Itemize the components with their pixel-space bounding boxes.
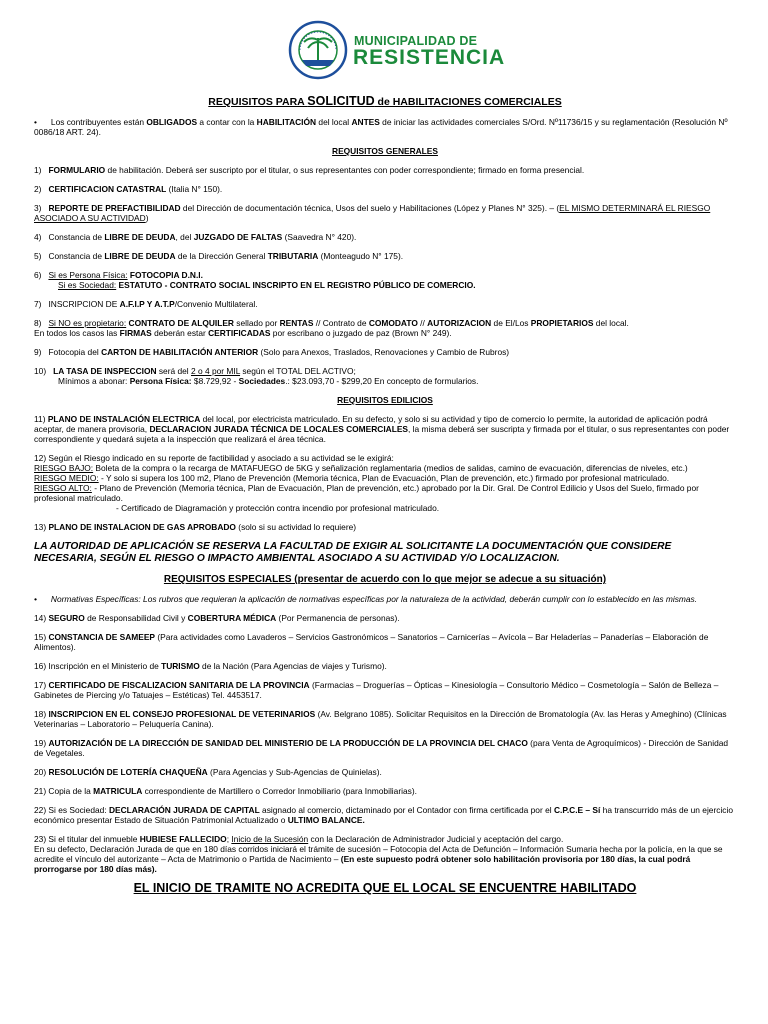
document-body bbox=[34, 96, 736, 893]
title-part-b: SOLICITUD bbox=[307, 94, 375, 108]
requirement-9: 9) Fotocopia del CARTON DE HABILITACIÓN ANTERIOR (Solo para Anexos, Traslados, Renovaciones y Cambio de Rubros) bbox=[34, 347, 510, 357]
municipal-seal-icon bbox=[288, 20, 348, 80]
requirement-4: 4) Constancia de LIBRE DE DEUDA, del JUZGADO DE FALTAS (Saavedra N° 420). bbox=[34, 232, 357, 242]
requirement-17: 17) CERTIFICADO DE FISCALIZACION SANITARIA DE LA PROVINCIA (Farmacias – Droguerías – Ópticas – Kinesiología – Consultorio Médico – Cosmetología – Salón de Belleza – Gabinetes de Piercing y/o Tatuajes – Estéticas) Tel. 4453517. bbox=[34, 680, 719, 700]
intro-bullet: • bbox=[34, 117, 37, 127]
specific-regulations-note: • Normativas Específicas: Los rubros que requieran la aplicación de normativas específicas por la naturaleza de la actividad, deberán cumplir con lo establecido en las mismas. bbox=[34, 594, 698, 604]
requirement-13: 13) PLANO DE INSTALACION DE GAS APROBADO (solo si su actividad lo requiere) bbox=[34, 522, 357, 532]
brand-line-1: MUNICIPALIDAD DE bbox=[354, 34, 478, 48]
municipality-logo bbox=[288, 20, 506, 80]
requirement-3: 3) REPORTE DE PREFACTIBILIDAD del Dirección de documentación técnica, Usos del suelo y Habilitaciones (López y Planes N° 325). – (EL MISMO DETERMINARÁ EL RIESGO ASOCIADO A SU ACTIVIDAD) bbox=[34, 203, 711, 223]
footer-notice: EL INICIO DE TRAMITE NO ACREDITA QUE EL LOCAL SE ENCUENTRE HABILITADO bbox=[133, 881, 637, 895]
requirement-12: 12) Según el Riesgo indicado en su reporte de factibilidad y asociado a su actividad se le exigirá: RIESGO BAJO: Boleta de la compra o la recarga de MATAFUEGO de 5KG y señalización reglamentaria (medios de salidas, camino de evacuación, diferencias de niveles, etc.) RIESGO MEDIO: - Y solo si supera los 100 m2, Plano de Prevención (Memoria técnica, Plan de Evacuación, Plan de prevención, etc.) firmado por profesional matriculado. RIESGO ALTO: - Plano de Prevención (Memoria técnica, Plan de Evacuación, Plan de prevención, etc.) aprobado por la Dir. Gral. De Control Edilicio y Usos del Suelo, firmado por profesional matriculado. - Certificado de Diagramación y protección contra incendio por profesional matriculado. bbox=[34, 453, 699, 513]
requirement-20: 20) RESOLUCIÓN DE LOTERÍA CHAQUEÑA (Para Agencias y Sub-Agencias de Quinielas). bbox=[34, 767, 382, 777]
document-title bbox=[34, 96, 736, 107]
section-edilicios-heading: REQUISITOS EDILICIOS bbox=[337, 395, 433, 405]
requirement-19: 19) AUTORIZACIÓN DE LA DIRECCIÓN DE SANIDAD DEL MINISTERIO DE LA PRODUCCIÓN DE LA PROVINCIA DEL CHACO (para Venta de Agroquímicos) - Dirección de Sanidad de Vegetales. bbox=[34, 738, 729, 758]
requirement-15: 15) CONSTANCIA DE SAMEEP (Para actividades como Lavaderos – Servicios Gastronómicos – Sanatorios – Carnicerías – Avícola – Bar Heladerías – Panaderías – Elaboración de Alimentos). bbox=[34, 632, 709, 652]
section-general-heading: REQUISITOS GENERALES bbox=[332, 146, 438, 156]
requirement-22: 22) Si es Sociedad: DECLARACIÓN JURADA DE CAPITAL asignado al comercio, dictaminado por el Contador con firma certificada por el C.P.C.E – Sí ha transcurrido más de un ejercicio económico presentar Estado de Situación Patrimonial Actualizado o ULTIMO BALANCE. bbox=[34, 805, 734, 825]
requirement-5: 5) Constancia de LIBRE DE DEUDA de la Dirección General TRIBUTARIA (Monteagudo N° 175). bbox=[34, 251, 404, 261]
requirement-2: 2) CERTIFICACION CATASTRAL (Italia N° 150). bbox=[34, 184, 223, 194]
requirement-8: 8) Si NO es propietario: CONTRATO DE ALQUILER sellado por RENTAS // Contrato de COMODATO // AUTORIZACION de El/Los PROPIETARIOS del local. En todos los casos las FIRMAS deberán estar CERTIFICADAS por escribano o juzgado de paz (Brown N° 249). bbox=[34, 318, 629, 338]
requirement-1: 1) FORMULARIO de habilitación. Deberá ser suscripto por el titular, o sus representantes con poder correspondiente; firmado en forma presencial. bbox=[34, 165, 585, 175]
intro-paragraph: • Los contribuyentes están OBLIGADOS a contar con la HABILITACIÓN del local ANTES de iniciar las actividades comerciales S/Ord. Nº11736/15 y su reglamentación (Resolución Nº 0086/18 ART. 24). bbox=[34, 117, 728, 137]
requirement-21: 21) Copia de la MATRICULA correspondiente de Martillero o Corredor Inmobiliario (para Inmobiliarias). bbox=[34, 786, 417, 796]
requirement-11: 11) PLANO DE INSTALACIÓN ELECTRICA del local, por electricista matriculado. En su defecto, y solo si su actividad y tipo de comercio lo permite, la autoridad de aplicación podrá aceptar, de manera provisoria, DECLARACION JURADA TÉCNICA DE LOCALES COMERCIALES, la misma deberá ser suscripta y firmada por el titular, o sus representantes con poder correspondiente y quedará sujeta a la inspección que realizará el área técnica. bbox=[34, 414, 730, 444]
requirement-16: 16) Inscripción en el Ministerio de TURISMO de la Nación (Para Agencias de viajes y Turismo). bbox=[34, 661, 387, 671]
brand-line-2: RESISTENCIA bbox=[353, 46, 506, 69]
authority-notice: LA AUTORIDAD DE APLICACIÓN SE RESERVA LA FACULTAD DE EXIGIR AL SOLICITANTE LA DOCUMENTACIÓN QUE CONSIDERE NECESARIA, SEGÚN EL RIESGO O IMPACTO AMBIENTAL ASOCIADO A SU ACTIVIDAD Y/O LOCALIZACION. bbox=[34, 541, 672, 564]
requirement-6: 6) Si es Persona Física: FOTOCOPIA D.N.I. Si es Sociedad: ESTATUTO - CONTRATO SOCIAL INSCRIPTO EN EL REGISTRO PÚBLICO DE COMERCIO. bbox=[34, 270, 476, 290]
title-part-c: de HABILITACIONES COMERCIALES bbox=[374, 96, 562, 108]
title-part-a: REQUISITOS PARA bbox=[208, 96, 308, 108]
section-especiales-heading: REQUISITOS ESPECIALES (presentar de acuerdo con lo que mejor se adecue a su situación) bbox=[163, 574, 607, 585]
requirement-14: 14) SEGURO de Responsabilidad Civil y COBERTURA MÉDICA (Por Permanencia de personas). bbox=[34, 613, 400, 623]
requirement-10: 10) LA TASA DE INSPECCION será del 2 o 4 por MIL según el TOTAL DEL ACTIVO; Mínimos a abonar: Persona Física: $8.729,92 - Sociedades.: $23.093,70 - $299,20 En concepto de formularios. bbox=[34, 366, 479, 386]
requirement-7: 7) INSCRIPCION DE A.F.I.P Y A.T.P/Convenio Multilateral. bbox=[34, 299, 258, 309]
requirement-18: 18) INSCRIPCION EN EL CONSEJO PROFESIONAL DE VETERINARIOS (Av. Belgrano 1085). Solicitar Requisitos en la Dirección de Bromatología (Av. las Heras y Ameghino) (Clínicas Veterinarias – Laboratorio – Peluquería Canina). bbox=[34, 709, 727, 729]
requirement-23: 23) Si el titular del inmueble HUBIESE FALLECIDO; Inicio de la Sucesión con la Declaración de Administrador Judicial y aceptación del cargo. En su defecto, Declaración Jurada de que en 180 días corridos iniciará el trámite de sucesión – Fotocopia del Acta de Defunción – Información Sumaria hecha por la policía, en la que se acredite el vínculo del autorizante – Acta de Matrimonio o Partida de Nacimiento – (En este supuesto podrá obtener solo habilitación provisoria por 180 días, la cual podrá prorrogarse por 180 días más). bbox=[34, 834, 723, 874]
